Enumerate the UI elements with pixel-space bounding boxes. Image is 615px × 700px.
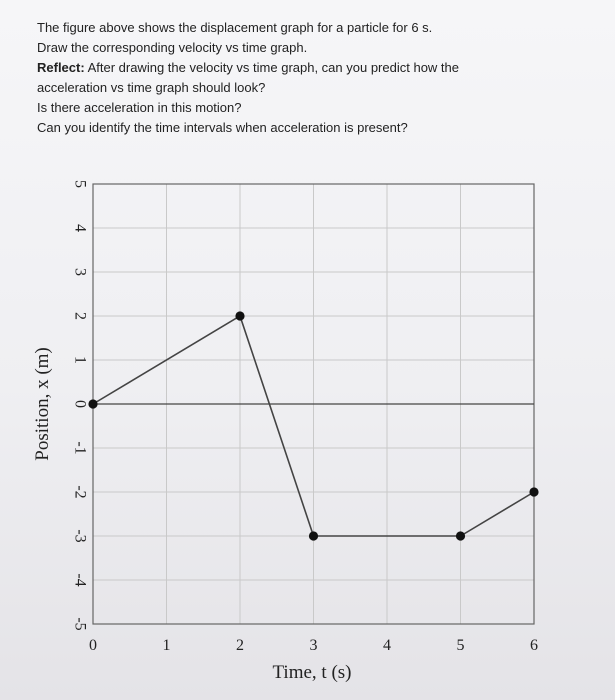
data-point <box>309 531 318 540</box>
reflect-label: Reflect: <box>37 60 85 75</box>
question-line-5: Is there acceleration in this motion? <box>37 100 242 115</box>
data-point <box>456 531 465 540</box>
y-tick-label: 1 <box>71 356 89 364</box>
question-line-3-rest: After drawing the velocity vs time graph, can you predict how the <box>84 60 459 75</box>
x-tick-label: 2 <box>236 637 244 654</box>
x-tick-labels <box>89 637 538 654</box>
y-tick-label: -1 <box>71 441 89 455</box>
question-line-2: Draw the corresponding velocity vs time graph. <box>37 40 308 55</box>
data-point <box>235 311 244 320</box>
data-point <box>529 487 538 496</box>
y-tick-label: 4 <box>71 224 89 232</box>
y-tick-label: -5 <box>71 617 89 631</box>
y-tick-label: 3 <box>71 268 89 276</box>
question-line-4: acceleration vs time graph should look? <box>37 80 266 95</box>
data-point <box>88 399 97 408</box>
x-tick-label: 3 <box>309 637 318 654</box>
y-tick-label: -2 <box>71 485 89 499</box>
y-tick-label: 0 <box>71 400 89 408</box>
question-line-6: Can you identify the time intervals when acceleration is present? <box>37 120 408 135</box>
question-line-1: The figure above shows the displacement graph for a particle for 6 s. <box>37 20 433 35</box>
x-tick-label: 1 <box>162 637 171 654</box>
y-tick-label: 5 <box>71 180 89 188</box>
x-tick-label: 0 <box>89 637 97 654</box>
y-tick-label: 2 <box>71 312 89 320</box>
y-tick-label: -3 <box>71 529 89 543</box>
y-tick-labels <box>72 180 89 631</box>
x-axis-label: Time, t (s) <box>272 662 352 683</box>
x-tick-label: 4 <box>383 637 391 654</box>
x-tick-label: 5 <box>456 637 465 654</box>
y-axis-label: Position, x (m) <box>32 347 53 461</box>
x-tick-label: 6 <box>530 637 538 654</box>
y-tick-label: -4 <box>71 573 89 587</box>
